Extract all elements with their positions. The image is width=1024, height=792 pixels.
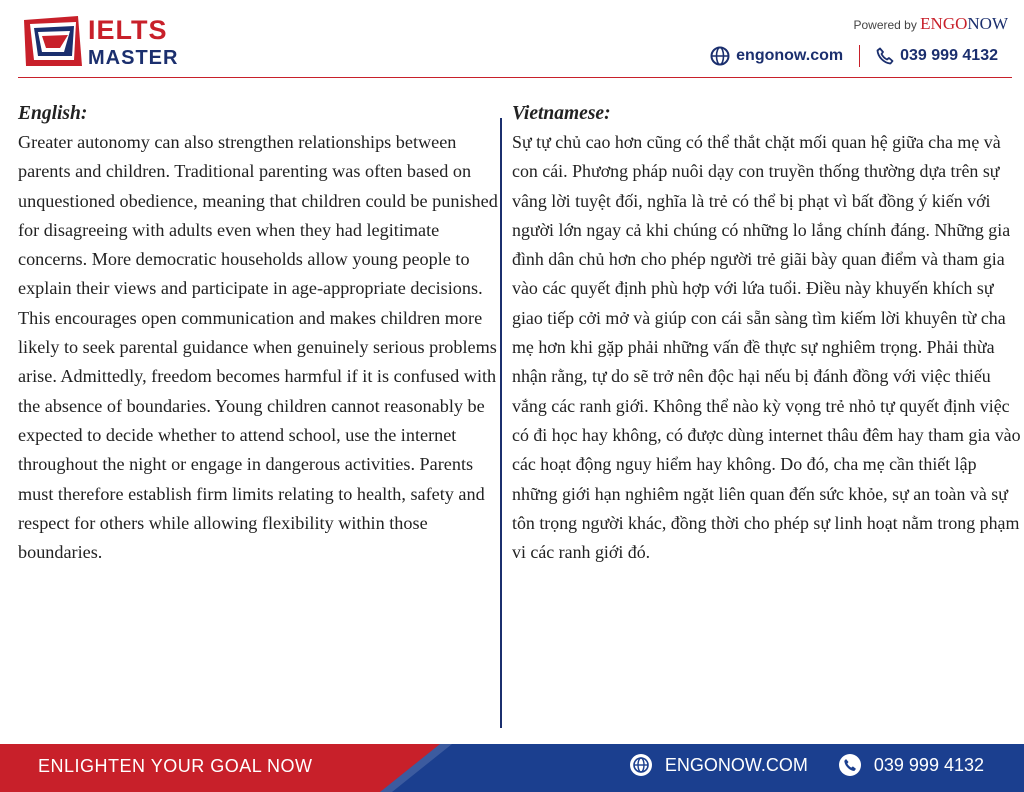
powered-brand-now: NOW [967,14,1008,33]
footer-phone: 039 999 4132 [873,754,984,775]
footer-phone-link[interactable] [838,753,984,777]
powered-brand-engo: ENGO [920,14,968,33]
header-phone: 039 999 4132 [900,47,998,64]
vietnamese-text: Sự tự chủ cao hơn cũng có thể thắt chặt mối quan hệ giữa cha mẹ và con cái. Phương pháp nuôi dạy con truyền thống thường dựa trên sự vâng lời tuyệt đối, nghĩa là trẻ có thể bị phạt vì bất đồng ý kiến với người lớn ngay cả khi chúng có những lo lắng chính đáng. Những gia đình dân chủ hơn cho phép người trẻ giãi bày quan điểm và tham gia vào các quyết định phù hợp với lứa tuổi. Điều này khuyến khích sự giao tiếp cởi mở và giúp con cái sẵn sàng tìm kiếm lời khuyên từ cha mẹ hơn khi gặp phải những vấn đề thực sự nghiêm trọng. Phải thừa nhận rằng, tự do sẽ trở nên độc hại nếu bị đánh đồng với việc thiếu vắng các ranh giới. Không thể nào kỳ vọng trẻ nhỏ tự quyết định việc có đi học hay không, có được dùng internet thâu đêm hay tham gia vào các hoạt động nguy hiểm hay không. Do đó, cha mẹ cần thiết lập những giới hạn nghiêm ngặt liên quan đến sức khỏe, sự an toàn và sự tôn trọng người khác, đồng thời cho phép sự linh hoạt nằm trong phạm vi các ranh giới đó. [512,132,1021,563]
globe-icon [710,46,730,66]
page-footer [0,744,1024,792]
book-logo-icon [20,16,84,68]
header-website: engonow.com [736,47,844,64]
english-title: English: [18,103,88,124]
header-divider-line [18,77,1012,78]
phone-icon [876,47,894,65]
footer-slogan: ENLIGHTEN YOUR GOAL NOW [38,756,313,776]
powered-prefix: Powered by [853,18,921,32]
header-phone-link[interactable] [876,47,998,65]
footer-contact [629,753,984,777]
footer-website-link[interactable] [629,753,808,777]
logo-master-text: MASTER [88,47,179,69]
globe-icon [629,753,653,777]
powered-by [853,14,1008,34]
header-contact [710,44,998,68]
phone-icon [838,753,862,777]
header-website-link[interactable] [710,46,843,66]
footer-website: ENGONOW.COM [664,754,808,775]
logo-ielts-text: IELTS [88,15,168,45]
vietnamese-column [512,100,1022,567]
vietnamese-title: Vietnamese: [512,103,611,124]
english-column [18,100,500,567]
page-header [0,0,1024,80]
english-text: Greater autonomy can also strengthen relationships between parents and children. Traditional parenting was often based on unquestioned obedience, meaning that children could be punished for disagreeing with adults even when they had legitimate concerns. More democratic households allow young people to explain their views and participate in age-appropriate decisions. This encourages open communication and makes children more likely to seek parental guidance when genuinely serious problems arise. Admittedly, freedom becomes harmful if it is confused with the absence of boundaries. Young children cannot reasonably be expected to decide whether to attend school, use the internet throughout the night or engage in dangerous activities. Parents must therefore establish firm limits relating to health, safety and respect for others while allowing flexibility within those boundaries. [18,132,498,563]
ielts-master-logo[interactable] [20,14,190,70]
column-divider [500,118,502,728]
header-contact-divider [859,45,860,67]
